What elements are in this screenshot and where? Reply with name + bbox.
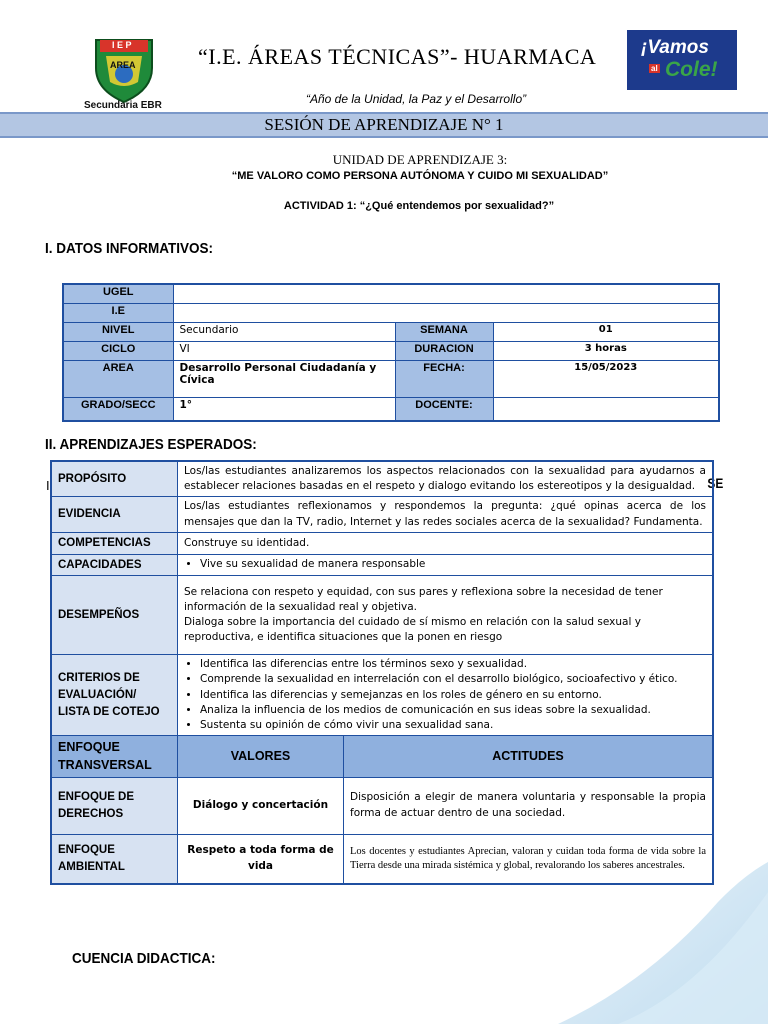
aprendizajes-table — [50, 460, 714, 885]
actitudes-header: ACTITUDES — [344, 736, 714, 777]
section-aprendizajes: II. APRENDIZAJES ESPERADOS: — [45, 436, 257, 453]
area-value: Desarrollo Personal Ciudadanía y Cívica — [173, 361, 395, 398]
stray-left-text: I — [46, 478, 50, 493]
table-row — [63, 361, 719, 398]
capacidades-label: CAPACIDADES — [51, 554, 178, 576]
enfoque-header: ENFOQUE TRANSVERSAL — [51, 736, 178, 777]
motto: “Año de la Unidad, la Paz y el Desarrollo” — [306, 92, 527, 106]
table-row — [51, 576, 713, 655]
semana-value: 01 — [493, 323, 719, 342]
list-item: • Analiza la influencia de los medios de comunicación en sus ideas sobre la sexualidad. — [200, 703, 706, 718]
logo-top-text: I E P — [112, 40, 132, 50]
unit-name: “ME VALORO COMO PERSONA AUTÓNOMA Y CUIDO MI SEXUALIDAD” — [231, 170, 609, 182]
unit-line: UNIDAD DE APRENDIZAJE 3: — [332, 152, 508, 167]
session-title-bar — [0, 112, 768, 138]
nivel-value: Secundario — [173, 323, 395, 342]
list-item: • Identifica las diferencias y semejanzas en los roles de género en su entorno. — [200, 688, 706, 703]
section-secuencia-didactica: CUENCIA DIDACTICA: — [72, 950, 216, 967]
desempenos-cell — [178, 576, 714, 655]
evidencia-label: EVIDENCIA — [51, 497, 178, 532]
list-item: • Identifica las diferencias entre los términos sexo y sexualidad. — [200, 657, 706, 672]
table-row — [51, 532, 713, 554]
table-row — [51, 461, 713, 497]
table-row — [63, 398, 719, 422]
proposito-text: Los/las estudiantes analizaremos los aspectos relacionados con la sexualidad para ayudarnos a establecer relaciones basadas en el respeto y dialogo evitando los estereotipos y la desigualdad. — [178, 461, 714, 497]
fecha-value: 15/05/2023 — [493, 361, 719, 398]
enfoque-derechos-label: ENFOQUE DE DERECHOS — [51, 777, 178, 834]
badge-small: al — [651, 64, 658, 73]
vamos-al-cole-badge — [627, 30, 737, 90]
logo-caption: Secundaria EBR — [84, 100, 162, 111]
section-datos-informativos: I. DATOS INFORMATIVOS: — [45, 240, 214, 257]
desempeno-2: Dialoga sobre la importancia del cuidado de sí mismo en relación con la salud sexual y reproductiva, e identifica situaciones que la ponen en riesgo — [184, 616, 641, 644]
docente-label: DOCENTE: — [395, 398, 493, 422]
table-row — [51, 777, 713, 834]
ugel-value — [173, 284, 719, 304]
enfoque-ambiental-label: ENFOQUE AMBIENTAL — [51, 834, 178, 884]
datos-table — [62, 283, 720, 422]
ugel-label: UGEL — [63, 284, 173, 304]
nivel-label: NIVEL — [63, 323, 173, 342]
school-logo — [88, 34, 160, 104]
desempeno-1: Se relaciona con respeto y equidad, con sus pares y reflexiona sobre la necesidad de tener información de la sexualidad real y objetiva. — [184, 585, 663, 613]
badge-line1: ¡Vamos — [641, 37, 709, 58]
desempenos-label: DESEMPEÑOS — [51, 576, 178, 655]
duracion-label: DURACION — [395, 342, 493, 361]
area-label: AREA — [63, 361, 173, 398]
valores-header: VALORES — [178, 736, 344, 777]
capacidades-cell — [178, 554, 714, 576]
list-item: • Sustenta su opinión de cómo vivir una sexualidad sana. — [200, 718, 706, 733]
table-row — [63, 342, 719, 361]
criterios-cell — [178, 655, 714, 736]
logo-mid-text: AREA — [110, 60, 136, 70]
proposito-label: PROPÓSITO — [51, 461, 178, 497]
table-row — [51, 497, 713, 532]
enfoque-derechos-valor: Diálogo y concertación — [178, 777, 344, 834]
grado-value: 1° — [173, 398, 395, 422]
decorative-corner-graphic — [558, 862, 768, 1024]
enfoque-derechos-actitud: Disposición a elegir de manera voluntaria y responsable la propia forma de actuar dentro de una sociedad. — [344, 777, 714, 834]
ciclo-label: CICLO — [63, 342, 173, 361]
semana-label: SEMANA — [395, 323, 493, 342]
enfoque-ambiental-valor: Respeto a toda forma de vida — [178, 834, 344, 884]
table-row — [51, 554, 713, 576]
badge-line2: Cole! — [665, 58, 718, 81]
docente-value — [493, 398, 719, 422]
table-row — [51, 736, 713, 777]
evidencia-text: Los/las estudiantes reflexionamos y respondemos la pregunta: ¿qué opinas acerca de los mensajes que dan la TV, radio, Internet y las redes sociales acerca de la sexualidad? Fundamenta. — [178, 497, 714, 532]
session-title: SESIÓN DE APRENDIZAJE N° 1 — [264, 115, 504, 134]
school-title: “I.E. ÁREAS TÉCNICAS”- HUARMACA — [198, 44, 597, 69]
ie-label: I.E — [63, 304, 173, 323]
list-item: • Vive su sexualidad de manera responsable — [200, 557, 706, 572]
criterios-label: CRITERIOS DE EVALUACIÓN/ LISTA DE COTEJO — [51, 655, 178, 736]
grado-label: GRADO/SECC — [63, 398, 173, 422]
duracion-value: 3 horas — [493, 342, 719, 361]
competencias-label: COMPETENCIAS — [51, 532, 178, 554]
enfoque-ambiental-actitud: Los docentes y estudiantes Aprecian, valoran y cuidan toda forma de vida sobre la Tierra desde una mirada sistémica y global, revalorando los saberes ancestrales. — [344, 834, 714, 884]
ciclo-value: VI — [173, 342, 395, 361]
stray-right-text: SE — [707, 475, 724, 491]
table-row — [63, 304, 719, 323]
list-item: • Comprende la sexualidad en interrelación con el desarrollo biológico, socioafectivo y ético. — [200, 672, 706, 687]
activity-title: ACTIVIDAD 1: “¿Qué entendemos por sexualidad?” — [283, 200, 555, 212]
table-row — [51, 655, 713, 736]
ie-value — [173, 304, 719, 323]
competencias-text: Construye su identidad. — [178, 532, 714, 554]
table-row — [63, 284, 719, 304]
table-row — [63, 323, 719, 342]
fecha-label: FECHA: — [395, 361, 493, 398]
